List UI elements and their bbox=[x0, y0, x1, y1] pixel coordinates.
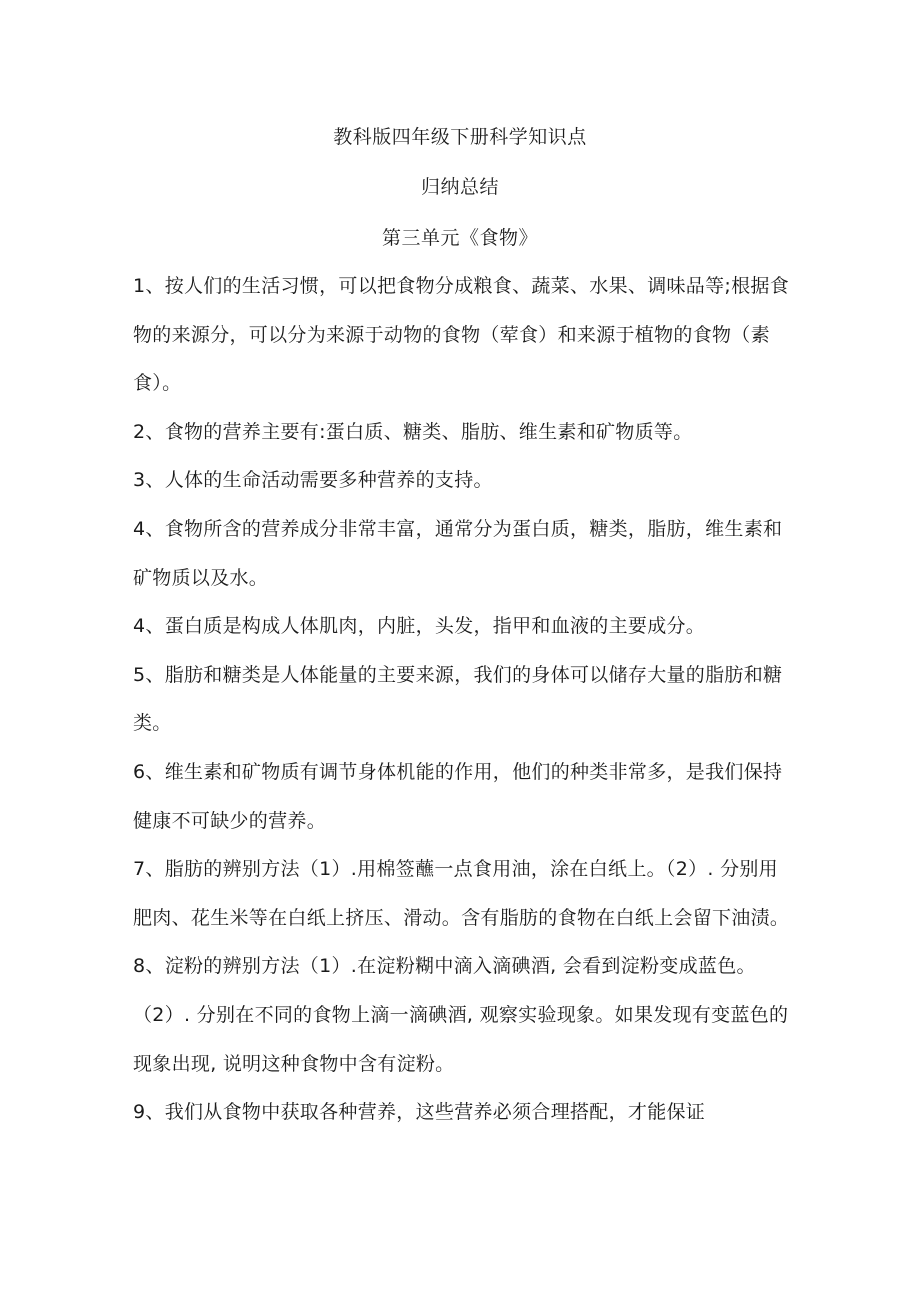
unit-heading: 第三单元《食物》 bbox=[381, 227, 538, 249]
paragraph-8: 8、淀粉的辨别方法（1）.在淀粉糊中滴入滴碘酒, 会看到淀粉变成蓝色。 bbox=[133, 955, 756, 978]
paragraph-9: 9、我们从食物中获取各种营养，这些营养必须合理搭配，才能保证 bbox=[133, 1101, 706, 1124]
paragraph-5: 5、脂肪和糖类是人体能量的主要来源，我们的身体可以储存大量的脂肪和糖类。 bbox=[133, 663, 783, 735]
paragraph-3: 3、人体的生命活动需要多种营养的支持。 bbox=[133, 469, 493, 492]
paragraph-4b: 4、蛋白质是构成人体肌肉，内脏，头发，指甲和血液的主要成分。 bbox=[133, 615, 706, 638]
paragraph-2: 2、食物的营养主要有:蛋白质、糖类、脂肪、维生素和矿物质等。 bbox=[133, 420, 693, 443]
document-body bbox=[133, 262, 793, 1137]
document-subtitle: 归纳总结 bbox=[420, 176, 499, 198]
paragraph-4: 4、食物所含的营养成分非常丰富，通常分为蛋白质，糖类，脂肪，维生素和矿物质以及水。 bbox=[133, 517, 783, 589]
paragraph-8-continued: （2）. 分别在不同的食物上滴一滴碘酒, 观察实验现象。如果发现有变蓝色的现象出现, 说明这种食物中含有淀粉。 bbox=[133, 1003, 789, 1075]
paragraph-7: 7、脂肪的辨别方法（1）.用棉签蘸一点食用油，涂在白纸上。（2）. 分别用肥肉、花生米等在白纸上挤压、滑动。含有脂肪的食物在白纸上会留下油渍。 bbox=[133, 858, 790, 929]
paragraph-1: 1、按人们的生活习惯，可以把食物分成粮食、蔬菜、水果、调味品等;根据食物的来源分，可以分为来源于动物的食物（荤食）和来源于植物的食物（素食）。 bbox=[133, 275, 789, 395]
document-title: 教科版四年级下册科学知识点 bbox=[333, 126, 587, 148]
paragraph-6: 6、维生素和矿物质有调节身体机能的作用，他们的种类非常多，是我们保持健康不可缺少的营养。 bbox=[133, 760, 783, 832]
